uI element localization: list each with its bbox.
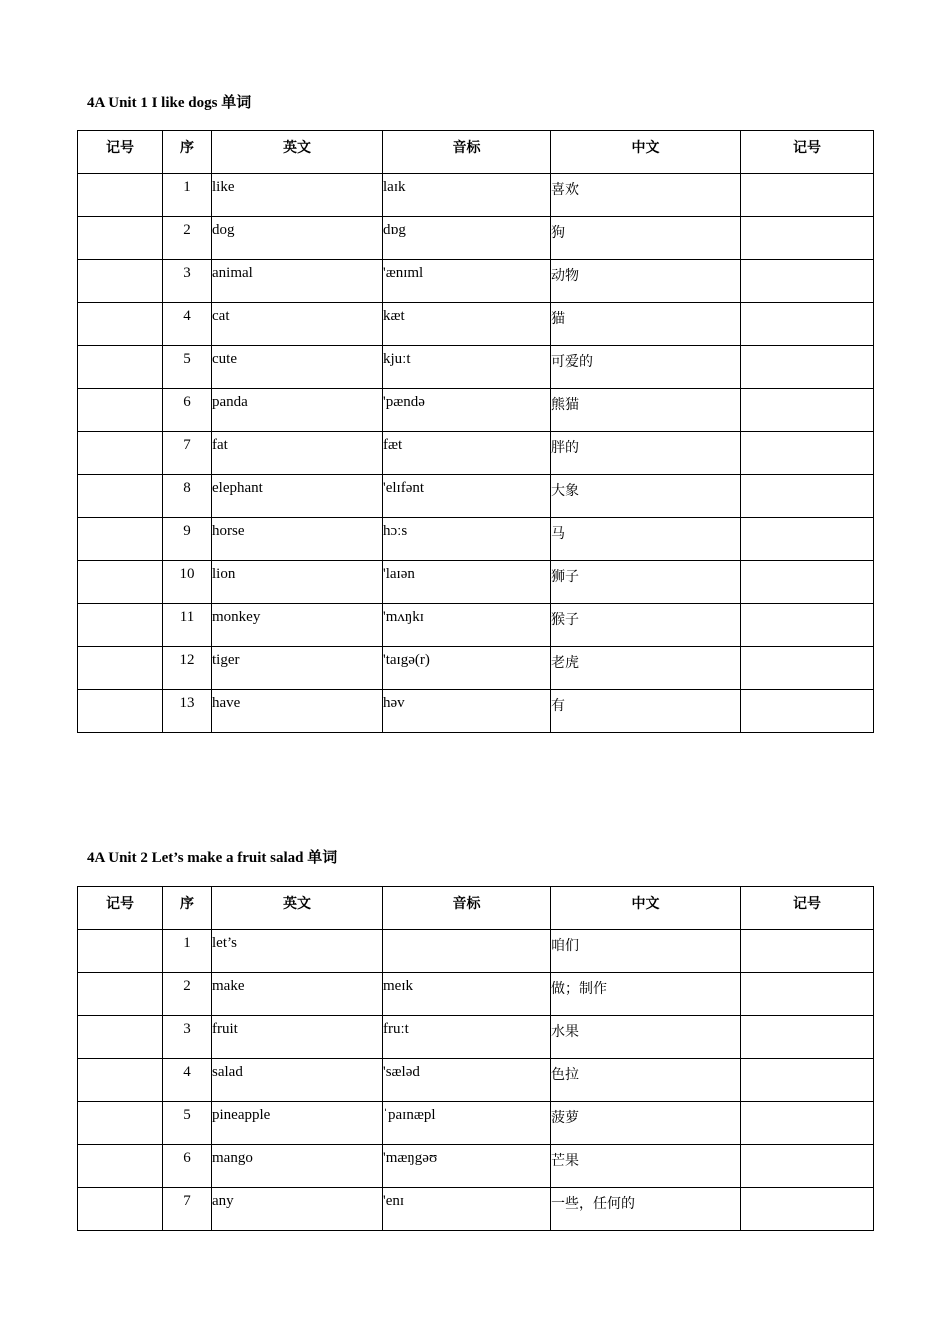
phonetic-cell: meɪk bbox=[383, 973, 551, 1016]
english-cell: animal bbox=[212, 260, 383, 303]
table-row bbox=[78, 1102, 874, 1145]
mark-cell-2 bbox=[741, 260, 874, 303]
mark-cell-2 bbox=[741, 1188, 874, 1231]
phonetic-cell: fruːt bbox=[383, 1016, 551, 1059]
table-row bbox=[78, 346, 874, 389]
index-cell: 3 bbox=[163, 260, 212, 303]
chinese-cell: 有 bbox=[551, 690, 741, 733]
phonetic-cell: kæt bbox=[383, 303, 551, 346]
header-chinese: 中文 bbox=[551, 131, 741, 174]
header-mark-2: 记号 bbox=[741, 131, 874, 174]
index-cell: 13 bbox=[163, 690, 212, 733]
header-phonetic: 音标 bbox=[383, 131, 551, 174]
mark-cell bbox=[78, 1016, 163, 1059]
phonetic-cell: ˈpaɪnæpl bbox=[383, 1102, 551, 1145]
mark-cell bbox=[78, 930, 163, 973]
mark-cell-2 bbox=[741, 475, 874, 518]
mark-cell-2 bbox=[741, 174, 874, 217]
mark-cell-2 bbox=[741, 647, 874, 690]
chinese-cell: 熊猫 bbox=[551, 389, 741, 432]
mark-cell-2 bbox=[741, 389, 874, 432]
english-cell: elephant bbox=[212, 475, 383, 518]
phonetic-cell: 'mʌŋkɪ bbox=[383, 604, 551, 647]
mark-cell bbox=[78, 1102, 163, 1145]
mark-cell-2 bbox=[741, 1145, 874, 1188]
mark-cell-2 bbox=[741, 1059, 874, 1102]
english-cell: panda bbox=[212, 389, 383, 432]
mark-cell bbox=[78, 604, 163, 647]
chinese-cell: 色拉 bbox=[551, 1059, 741, 1102]
english-cell: fruit bbox=[212, 1016, 383, 1059]
chinese-cell: 猴子 bbox=[551, 604, 741, 647]
english-cell: any bbox=[212, 1188, 383, 1231]
phonetic-cell: 'laɪən bbox=[383, 561, 551, 604]
english-cell: lion bbox=[212, 561, 383, 604]
chinese-cell: 动物 bbox=[551, 260, 741, 303]
english-cell: horse bbox=[212, 518, 383, 561]
table-row bbox=[78, 303, 874, 346]
mark-cell bbox=[78, 174, 163, 217]
table-row bbox=[78, 432, 874, 475]
table-row bbox=[78, 1059, 874, 1102]
index-cell: 11 bbox=[163, 604, 212, 647]
english-cell: salad bbox=[212, 1059, 383, 1102]
index-cell: 7 bbox=[163, 1188, 212, 1231]
chinese-cell: 大象 bbox=[551, 475, 741, 518]
table-row bbox=[78, 389, 874, 432]
index-cell: 3 bbox=[163, 1016, 212, 1059]
index-cell: 2 bbox=[163, 973, 212, 1016]
table-header-row bbox=[78, 887, 874, 930]
mark-cell bbox=[78, 303, 163, 346]
chinese-cell: 可爱的 bbox=[551, 346, 741, 389]
table-row bbox=[78, 260, 874, 303]
table-row bbox=[78, 561, 874, 604]
index-cell: 2 bbox=[163, 217, 212, 260]
unit2-vocab-table bbox=[77, 886, 874, 1231]
mark-cell-2 bbox=[741, 1102, 874, 1145]
table-row bbox=[78, 930, 874, 973]
chinese-cell: 喜欢 bbox=[551, 174, 741, 217]
mark-cell bbox=[78, 690, 163, 733]
mark-cell bbox=[78, 518, 163, 561]
english-cell: like bbox=[212, 174, 383, 217]
header-english: 英文 bbox=[212, 131, 383, 174]
mark-cell bbox=[78, 475, 163, 518]
english-cell: cute bbox=[212, 346, 383, 389]
phonetic-cell: laɪk bbox=[383, 174, 551, 217]
index-cell: 7 bbox=[163, 432, 212, 475]
index-cell: 12 bbox=[163, 647, 212, 690]
mark-cell bbox=[78, 389, 163, 432]
mark-cell bbox=[78, 1145, 163, 1188]
index-cell: 6 bbox=[163, 1145, 212, 1188]
mark-cell bbox=[78, 346, 163, 389]
chinese-cell: 芒果 bbox=[551, 1145, 741, 1188]
table-row bbox=[78, 1145, 874, 1188]
header-mark-2: 记号 bbox=[741, 887, 874, 930]
mark-cell-2 bbox=[741, 561, 874, 604]
header-index: 序 bbox=[163, 131, 212, 174]
table-row bbox=[78, 518, 874, 561]
mark-cell bbox=[78, 1059, 163, 1102]
chinese-cell: 狮子 bbox=[551, 561, 741, 604]
mark-cell-2 bbox=[741, 518, 874, 561]
table-row bbox=[78, 475, 874, 518]
chinese-cell: 水果 bbox=[551, 1016, 741, 1059]
unit1-vocab-table bbox=[77, 130, 874, 733]
phonetic-cell: 'taɪgə(r) bbox=[383, 647, 551, 690]
chinese-cell: 胖的 bbox=[551, 432, 741, 475]
mark-cell-2 bbox=[741, 930, 874, 973]
table-row bbox=[78, 690, 874, 733]
header-english: 英文 bbox=[212, 887, 383, 930]
table-row bbox=[78, 217, 874, 260]
mark-cell bbox=[78, 432, 163, 475]
table-row bbox=[78, 174, 874, 217]
chinese-cell: 狗 bbox=[551, 217, 741, 260]
table-row bbox=[78, 604, 874, 647]
table-header-row bbox=[78, 131, 874, 174]
mark-cell-2 bbox=[741, 346, 874, 389]
phonetic-cell: həv bbox=[383, 690, 551, 733]
header-mark: 记号 bbox=[78, 131, 163, 174]
index-cell: 8 bbox=[163, 475, 212, 518]
index-cell: 5 bbox=[163, 346, 212, 389]
phonetic-cell: 'pændə bbox=[383, 389, 551, 432]
chinese-cell: 菠萝 bbox=[551, 1102, 741, 1145]
mark-cell-2 bbox=[741, 973, 874, 1016]
mark-cell bbox=[78, 647, 163, 690]
phonetic-cell: 'enɪ bbox=[383, 1188, 551, 1231]
mark-cell-2 bbox=[741, 217, 874, 260]
index-cell: 4 bbox=[163, 303, 212, 346]
english-cell: fat bbox=[212, 432, 383, 475]
table-row bbox=[78, 973, 874, 1016]
phonetic-cell: hɔːs bbox=[383, 518, 551, 561]
phonetic-cell: 'mæŋgəʊ bbox=[383, 1145, 551, 1188]
mark-cell-2 bbox=[741, 690, 874, 733]
chinese-cell: 咱们 bbox=[551, 930, 741, 973]
mark-cell bbox=[78, 561, 163, 604]
english-cell: pineapple bbox=[212, 1102, 383, 1145]
english-cell: cat bbox=[212, 303, 383, 346]
english-cell: monkey bbox=[212, 604, 383, 647]
header-phonetic: 音标 bbox=[383, 887, 551, 930]
phonetic-cell: 'sæləd bbox=[383, 1059, 551, 1102]
table-row bbox=[78, 647, 874, 690]
unit1-title: 4A Unit 1 I like dogs 单词 bbox=[87, 95, 252, 111]
index-cell: 9 bbox=[163, 518, 212, 561]
chinese-cell: 做；制作 bbox=[551, 973, 741, 1016]
mark-cell-2 bbox=[741, 432, 874, 475]
unit2-title: 4A Unit 2 Let’s make a fruit salad 单词 bbox=[87, 850, 338, 866]
header-index: 序 bbox=[163, 887, 212, 930]
english-cell: let’s bbox=[212, 930, 383, 973]
english-cell: have bbox=[212, 690, 383, 733]
phonetic-cell: fæt bbox=[383, 432, 551, 475]
chinese-cell: 马 bbox=[551, 518, 741, 561]
table-row bbox=[78, 1188, 874, 1231]
chinese-cell: 老虎 bbox=[551, 647, 741, 690]
english-cell: make bbox=[212, 973, 383, 1016]
chinese-cell: 猫 bbox=[551, 303, 741, 346]
english-cell: tiger bbox=[212, 647, 383, 690]
mark-cell bbox=[78, 973, 163, 1016]
header-mark: 记号 bbox=[78, 887, 163, 930]
mark-cell-2 bbox=[741, 303, 874, 346]
phonetic-cell: 'ænɪml bbox=[383, 260, 551, 303]
index-cell: 1 bbox=[163, 930, 212, 973]
phonetic-cell: dɒg bbox=[383, 217, 551, 260]
chinese-cell: 一些，任何的 bbox=[551, 1188, 741, 1231]
phonetic-cell bbox=[383, 930, 551, 973]
header-chinese: 中文 bbox=[551, 887, 741, 930]
phonetic-cell: kjuːt bbox=[383, 346, 551, 389]
mark-cell-2 bbox=[741, 1016, 874, 1059]
english-cell: dog bbox=[212, 217, 383, 260]
table-row bbox=[78, 1016, 874, 1059]
mark-cell-2 bbox=[741, 604, 874, 647]
index-cell: 6 bbox=[163, 389, 212, 432]
phonetic-cell: 'elɪfənt bbox=[383, 475, 551, 518]
index-cell: 4 bbox=[163, 1059, 212, 1102]
mark-cell bbox=[78, 217, 163, 260]
mark-cell bbox=[78, 260, 163, 303]
english-cell: mango bbox=[212, 1145, 383, 1188]
index-cell: 5 bbox=[163, 1102, 212, 1145]
index-cell: 1 bbox=[163, 174, 212, 217]
mark-cell bbox=[78, 1188, 163, 1231]
index-cell: 10 bbox=[163, 561, 212, 604]
